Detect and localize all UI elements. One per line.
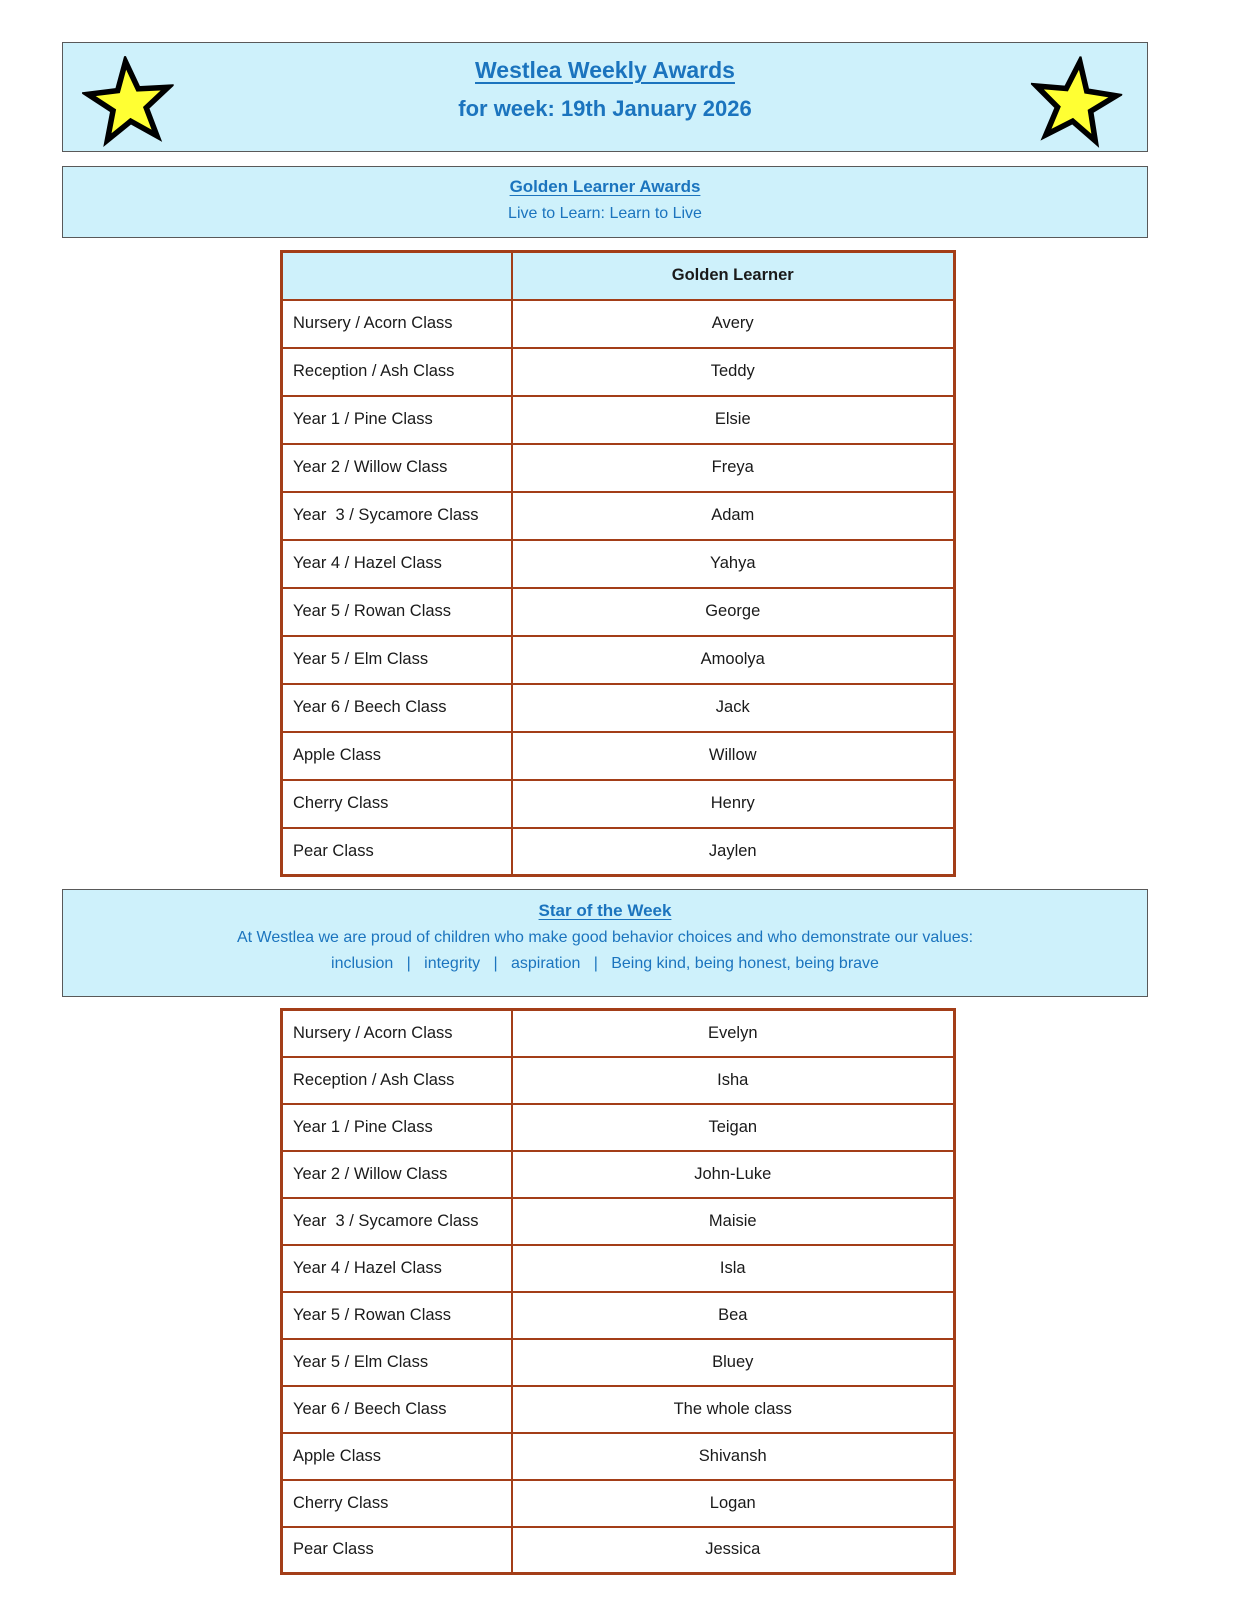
winner-name-cell: Jack [512,684,955,732]
class-name-cell: Year 1 / Pine Class [282,1104,512,1151]
winner-name-cell: Bea [512,1292,955,1339]
class-name-cell: Year 6 / Beech Class [282,1386,512,1433]
star-icon [1024,51,1127,154]
table-row [282,1245,955,1292]
class-name-cell: Cherry Class [282,780,512,828]
winner-name-cell: Logan [512,1480,955,1527]
table-row [282,444,955,492]
winner-name-cell: Willow [512,732,955,780]
table-row [282,828,955,876]
table-row [282,1057,955,1104]
winner-name-cell: Elsie [512,396,955,444]
winner-name-cell: Amoolya [512,636,955,684]
winner-name-cell: Jaylen [512,828,955,876]
golden-learner-title: Golden Learner Awards [509,177,701,196]
table-row [282,1151,955,1198]
golden-learner-column-header: Golden Learner [512,252,955,300]
winner-name-cell: Maisie [512,1198,955,1245]
class-name-cell: Year 2 / Willow Class [282,444,512,492]
class-name-cell: Year 3 / Sycamore Class [282,492,512,540]
table-row [282,732,955,780]
winner-name-cell: George [512,588,955,636]
class-name-cell: Pear Class [282,828,512,876]
table-row [282,1433,955,1480]
table-row [282,1480,955,1527]
class-name-cell: Year 4 / Hazel Class [282,540,512,588]
star-of-week-title: Star of the Week [538,901,672,920]
table-row [282,780,955,828]
table-row [282,1527,955,1574]
class-name-cell: Year 5 / Elm Class [282,1339,512,1386]
class-name-cell: Nursery / Acorn Class [282,1010,512,1057]
table-row [282,1198,955,1245]
table-row [282,588,955,636]
table-row [282,1010,955,1057]
class-name-cell: Apple Class [282,732,512,780]
table-header-row [282,252,955,300]
star-of-week-description: At Westlea we are proud of children who make good behavior choices and who demonstrate our values: [236,929,974,946]
winner-name-cell: Teigan [512,1104,955,1151]
class-name-cell: Year 5 / Rowan Class [282,1292,512,1339]
golden-learner-banner [62,166,1148,238]
class-name-cell: Reception / Ash Class [282,348,512,396]
class-name-cell: Year 5 / Rowan Class [282,588,512,636]
golden-learner-motto: Live to Learn: Learn to Live [508,205,702,222]
winner-name-cell: Evelyn [512,1010,955,1057]
page-title: Westlea Weekly Awards [475,57,735,83]
winner-name-cell: Isla [512,1245,955,1292]
table-row [282,492,955,540]
class-name-cell: Year 6 / Beech Class [282,684,512,732]
table-row [282,636,955,684]
winner-name-cell: Freya [512,444,955,492]
winner-name-cell: Henry [512,780,955,828]
star-of-week-values: inclusion | integrity | aspiration | Being kind, being honest, being brave [331,955,879,972]
winner-name-cell: Jessica [512,1527,955,1574]
table-row [282,1339,955,1386]
star-of-week-table [280,1008,956,1575]
winner-name-cell: Adam [512,492,955,540]
class-name-cell: Reception / Ash Class [282,1057,512,1104]
winner-name-cell: Yahya [512,540,955,588]
class-name-cell: Year 3 / Sycamore Class [282,1198,512,1245]
star-of-week-banner [62,889,1148,997]
golden-learner-table [280,250,956,877]
table-row [282,540,955,588]
page-subtitle: for week: 19th January 2026 [458,96,752,121]
class-name-cell: Year 2 / Willow Class [282,1151,512,1198]
table-row [282,684,955,732]
class-name-cell: Year 4 / Hazel Class [282,1245,512,1292]
table-row [282,300,955,348]
header-banner [62,42,1148,152]
winner-name-cell: Teddy [512,348,955,396]
winner-name-cell: Avery [512,300,955,348]
table-row [282,1386,955,1433]
class-name-cell: Pear Class [282,1527,512,1574]
winner-name-cell: Isha [512,1057,955,1104]
class-name-cell: Year 1 / Pine Class [282,396,512,444]
star-icon [79,52,179,152]
class-name-cell: Cherry Class [282,1480,512,1527]
class-column-header [282,252,512,300]
table-row [282,348,955,396]
table-row [282,396,955,444]
winner-name-cell: Bluey [512,1339,955,1386]
table-row [282,1292,955,1339]
class-name-cell: Year 5 / Elm Class [282,636,512,684]
table-row [282,1104,955,1151]
class-name-cell: Apple Class [282,1433,512,1480]
winner-name-cell: Shivansh [512,1433,955,1480]
winner-name-cell: The whole class [512,1386,955,1433]
class-name-cell: Nursery / Acorn Class [282,300,512,348]
winner-name-cell: John-Luke [512,1151,955,1198]
